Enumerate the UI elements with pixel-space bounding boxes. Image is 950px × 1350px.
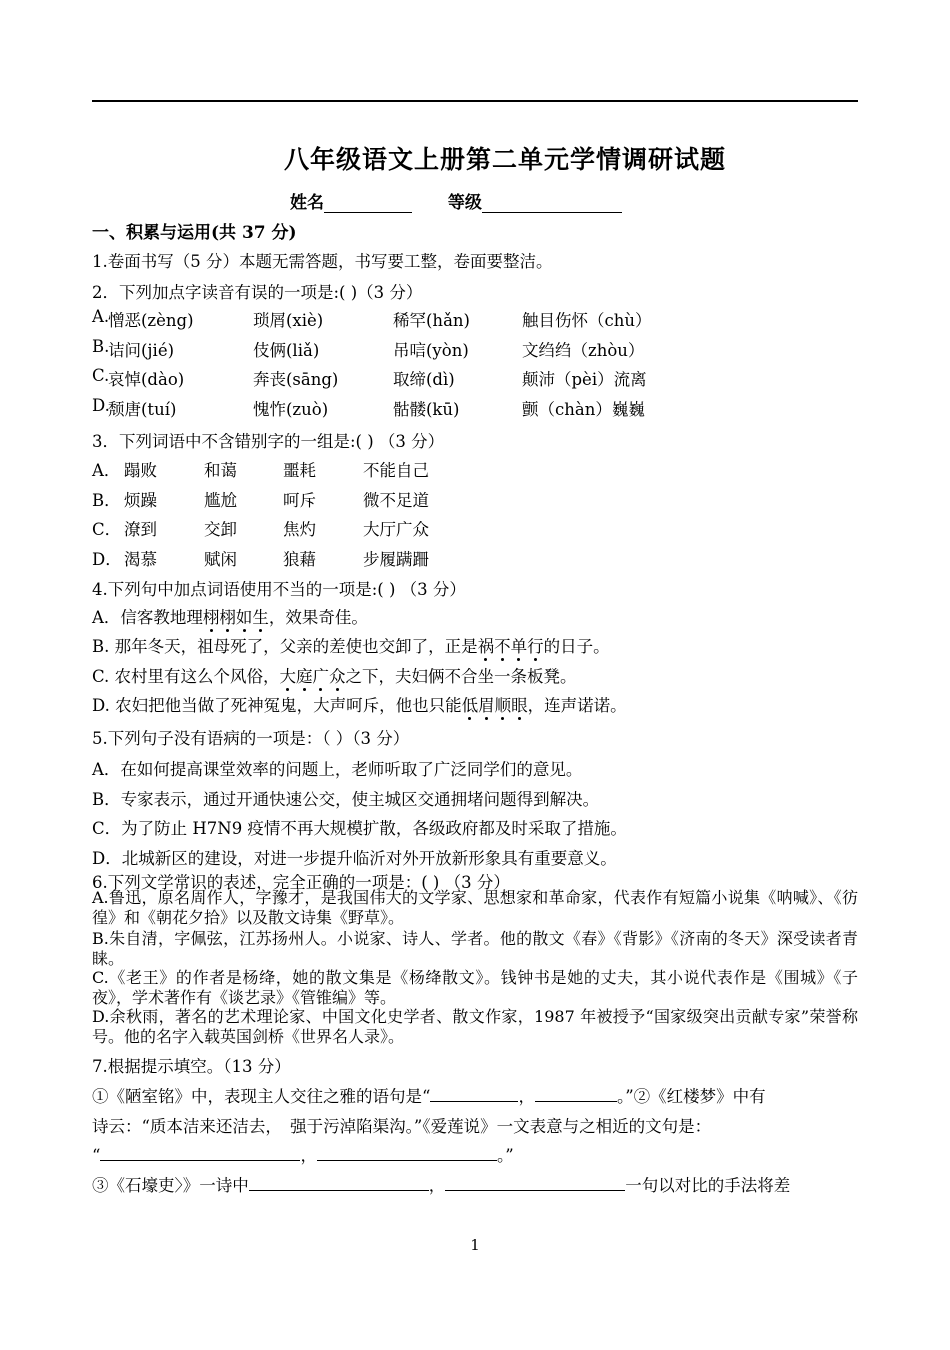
option-label: B.: [92, 337, 110, 356]
option-text: A．信客教地理: [92, 608, 203, 627]
question-7-line-1: [92, 1083, 766, 1107]
question-7-line-4: [92, 1172, 790, 1196]
name-blank[interactable]: [324, 194, 412, 213]
answer-blank[interactable]: [535, 1085, 617, 1102]
question-5-stem: 5.下列句子没有语病的一项是：（ ）（3 分）: [92, 729, 410, 748]
question-6-option-b: B.朱自清，字佩弦，江苏扬州人。小说家、诗人、学者。他的散文《春》《背影》《济南的冬天》深受读者青睐。: [92, 929, 858, 968]
fill-text: ③《石壕吏〉》一诗中: [92, 1176, 249, 1195]
option-cell: 文绉绉（zhòu）: [522, 341, 645, 360]
answer-blank[interactable]: [445, 1174, 625, 1191]
option-label: D.: [92, 396, 110, 415]
option-cell: 和蔼: [204, 461, 237, 480]
question-6-stem: 6.下列文学常识的表述，完全正确的一项是：( ) （3 分）: [92, 873, 510, 892]
option-label: C．: [92, 520, 122, 539]
dotted-phrase: 祸不单行: [477, 637, 544, 656]
option-cell: 奔丧(sāng): [253, 370, 339, 389]
grade-label: 等级: [447, 193, 482, 213]
option-cell: 狼藉: [283, 550, 316, 569]
option-cell: 赋闲: [204, 550, 237, 569]
fill-text: ，: [428, 1176, 446, 1195]
question-4-option-c: [92, 663, 577, 687]
fill-text: “: [92, 1146, 101, 1165]
option-cell: 焦灼: [283, 520, 316, 539]
option-text: B. 那年冬天，祖母死了，父亲的差使也交卸了，正是: [92, 637, 478, 656]
option-cell: 颓唐(tuí): [108, 400, 177, 419]
option-cell: 颤（chàn）巍巍: [522, 400, 645, 419]
question-6-option-c: C.《老王》的作者是杨绛，她的散文集是《杨绛散文》。钱钟书是她的丈夫，其小说代表作是《围城》《子夜》，学术著作有《谈艺录》《管锥编》等。: [92, 968, 858, 1007]
option-cell: 诘问(jié): [108, 341, 175, 360]
page-title: 八年级语文上册第二单元学情调研试题: [283, 145, 726, 174]
fill-text: ①《陋室铭》中，表现主人交往之雅的语句是“: [92, 1087, 431, 1106]
option-cell: 憎恶(zèng): [108, 311, 194, 330]
option-text: 之下，夫妇俩不合坐一条板凳。: [345, 667, 577, 686]
option-cell: 微不足道: [363, 491, 429, 510]
option-cell: 骷髅(kū): [393, 400, 460, 419]
option-cell: 交卸: [204, 520, 237, 539]
answer-blank[interactable]: [249, 1174, 429, 1191]
top-rule: [92, 100, 858, 102]
option-cell: 触目伤怀（chù）: [522, 311, 652, 330]
question-5-option-b: B．专家表示，通过开通快速公交，使主城区交通拥堵问题得到解决。: [92, 790, 600, 809]
option-cell: 噩耗: [283, 461, 316, 480]
question-4-option-a: [92, 604, 368, 628]
dotted-phrase: 大庭广众: [279, 667, 346, 686]
option-cell: 步履蹒跚: [363, 550, 429, 569]
option-label: D．: [92, 550, 122, 569]
section-heading: 一、积累与运用(共 37 分): [92, 223, 297, 243]
answer-blank[interactable]: [317, 1144, 497, 1161]
option-cell: 愧怍(zuò): [253, 400, 329, 419]
question-3-stem: 3．下列词语中不含错别字的一组是:( ) （3 分）: [92, 432, 445, 451]
fill-text: 。”: [496, 1146, 514, 1165]
option-cell: 颠沛（pèi）流离: [522, 370, 647, 389]
option-cell: 吊唁(yòn): [393, 341, 469, 360]
question-7-stem: 7.根据提示填空。（13 分）: [92, 1057, 291, 1076]
option-cell: 尴尬: [204, 491, 237, 510]
fill-text: ，: [518, 1087, 535, 1106]
option-cell: 呵斥: [283, 491, 316, 510]
option-text: C. 农村里有这么个风俗，: [92, 667, 280, 686]
option-cell: 蹋败: [124, 461, 157, 480]
question-4-stem: 4.下列句中加点词语使用不当的一项是:( ) （3 分）: [92, 580, 466, 599]
option-label: C.: [92, 366, 110, 385]
page-number: 1: [470, 1236, 480, 1254]
question-4-option-b: [92, 633, 610, 657]
option-cell: 哀悼(dào): [108, 370, 185, 389]
option-text: ，效果奇佳。: [268, 608, 368, 627]
name-label: 姓名: [290, 193, 324, 213]
fill-text: ，: [300, 1146, 317, 1165]
answer-blank[interactable]: [430, 1085, 518, 1102]
question-5-option-a: A．在如何提高课堂效率的问题上，老师听取了广泛同学们的意见。: [92, 760, 583, 779]
question-2-stem: 2．下列加点字读音有误的一项是:( )（3 分）: [92, 283, 423, 302]
option-cell: 琐屑(xiè): [253, 311, 324, 330]
grade-blank[interactable]: [482, 194, 622, 213]
answer-blank[interactable]: [100, 1144, 300, 1161]
option-text: 的日子。: [543, 637, 610, 656]
option-cell: 渴慕: [124, 550, 157, 569]
dotted-phrase: 栩栩如生: [202, 608, 269, 627]
question-6-option-d: D.余秋雨，著名的艺术理论家、中国文化史学者、散文作家，1987 年被授予“国家级突出贡献专家”荣誉称号。他的名字入载英国剑桥《世界名人录》。: [92, 1007, 858, 1046]
option-cell: 大厅广众: [363, 520, 429, 539]
question-5-option-d: D．北城新区的建设，对进一步提升临沂对外开放新形象具有重要意义。: [92, 849, 617, 868]
option-cell: 不能自己: [363, 461, 429, 480]
question-5-option-c: C．为了防止 H7N9 疫情不再大规模扩散，各级政府都及时采取了措施。: [92, 819, 627, 838]
option-label: B．: [92, 491, 121, 510]
option-cell: 潦到: [124, 520, 157, 539]
fill-text: 一句以对比的手法将差: [625, 1176, 791, 1195]
option-label: A．: [92, 461, 121, 480]
question-6-option-a: A.鲁迅，原名周作人，字豫才，是我国伟大的文学家、思想家和革命家，代表作有短篇小说集《呐喊》、《彷徨》和《朝花夕拾》以及散文诗集《野草》。: [92, 888, 858, 927]
question-4-option-d: [92, 692, 627, 716]
option-cell: 取缔(dì): [393, 370, 455, 389]
option-cell: 烦躁: [124, 491, 157, 510]
option-cell: 伎俩(liǎ): [253, 341, 320, 360]
name-grade-row: [290, 188, 622, 213]
fill-text: 。”②《红楼梦》中有: [616, 1087, 766, 1106]
question-7-line-2: 诗云：“质本洁来还洁去， 强于污淖陷渠沟。”《爱莲说》一文表意与之相近的文句是：: [92, 1117, 712, 1136]
option-text: ，连声诺诺。: [527, 696, 627, 715]
dotted-phrase: 低眉顺眼: [461, 696, 528, 715]
option-label: A.: [92, 307, 110, 326]
question-1: 1.卷面书写（5 分）本题无需答题，书写要工整，卷面要整洁。: [92, 252, 553, 271]
option-text: D. 农妇把他当做了死神冤鬼，大声呵斥，他也只能: [92, 696, 462, 715]
option-cell: 稀罕(hǎn): [393, 311, 470, 330]
question-7-line-3: [92, 1142, 514, 1166]
